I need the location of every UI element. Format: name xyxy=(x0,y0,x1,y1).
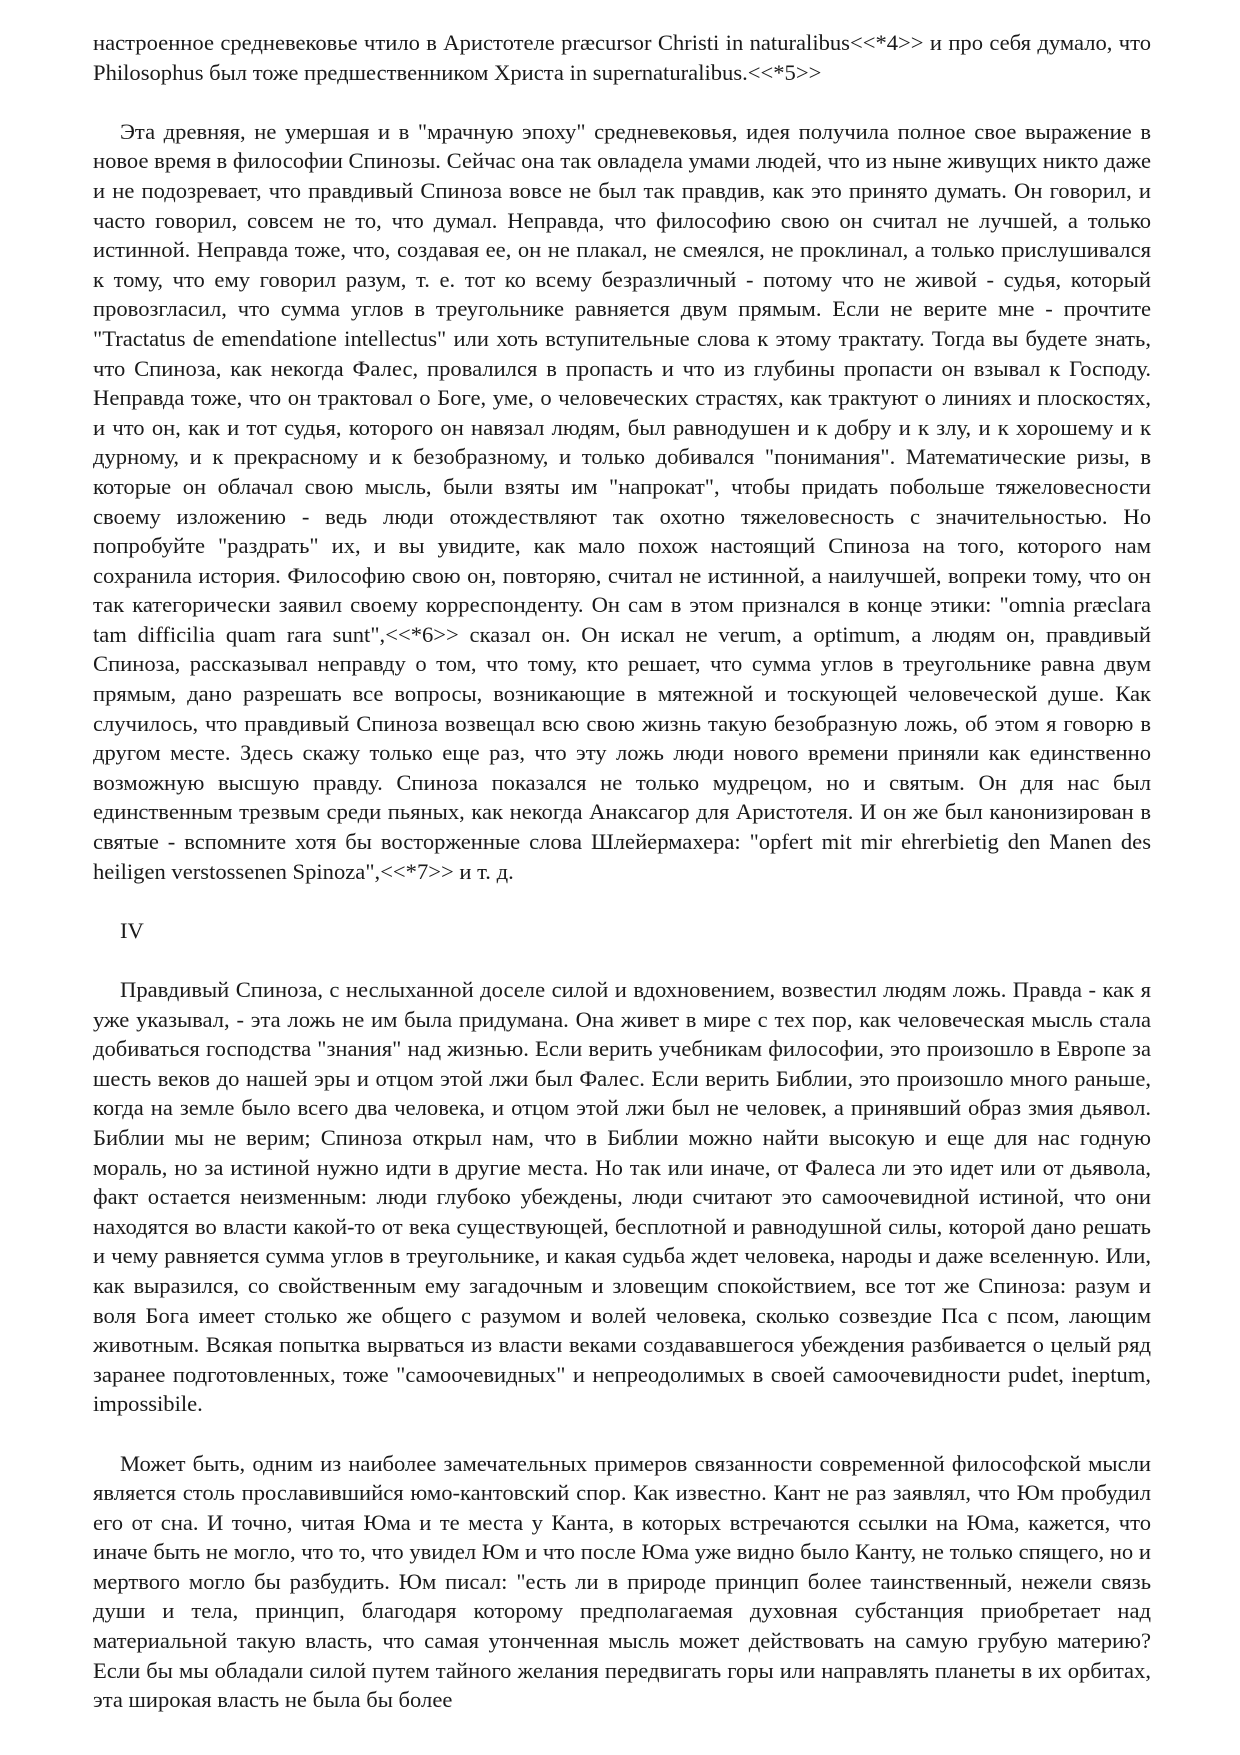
section-heading: IV xyxy=(120,917,144,943)
paragraph-spinoza-lie: Правдивый Спиноза, с неслыханной доселе силой и вдохновением, возвестил людям ложь. Правда - как я уже указывал, - эта ложь не им была придумана. Она живет в мире с тех пор, как человеческая мысль стала добиваться господства "знания" над жизнью. Если верить учебникам философии, это произошло в Европе за шесть веков до нашей эры и отцом этой лжи был Фалес. Если верить Библии, это произошло много раньше, когда на земле было всего два человека, и отцом этой лжи был не человек, а принявший образ змия дьявол. Библии мы не верим; Спиноза открыл нам, что в Библии можно найти высокую и еще для нас годную мораль, но за истиной нужно идти в другие места. Но так или иначе, от Фалеса ли это идет или от дьявола, факт остается неизменным: люди глубоко убеждены, люди считают это самоочевидной истиной, что они находятся во власти какой-то от века существующей, бесплотной и равнодушной силы, которой дано решать и чему равняется сумма углов в треугольнике, и какая судьба ждет человека, народы и даже вселенную. Или, как выразился, со свойственным ему загадочным и зловещим спокойствием, все тот же Спиноза: разум и воля Бога имеет столько же общего с разумом и волей человека, сколько созвездие Пса с псом, лающим животным. Всякая попытка вырваться из власти веками создававшегося убеждения разбивается о целый ряд заранее подготовленных, тоже "самоочевидных" и непреодолимых в своей самоочевидности pudet, ineptum, impossibile. xyxy=(93,977,1151,1417)
paragraph-gap xyxy=(93,886,1151,916)
paragraph-hume-kant: Может быть, одним из наиболее замечательных примеров связанности современной философской мысли является столь прославившийся юмо-кантовский спор. Как известно. Кант не раз заявлял, что Юм пробудил его от сна. И точно, читая Юма и те места у Канта, в которых встречаются ссылки на Юма, кажется, что иначе быть не могло, что то, что увидел Юм и что после Юма уже видно было Канту, не только спящего, но и мертвого могло бы разбудить. Юм писал: "есть ли в природе принцип более таинственный, нежели связь души и тела, принцип, благодаря которому предполагаемая духовная субстанция приобретает над материальной такую власть, что самая утонченная мысль может действовать на самую грубую материю? Если бы мы обладали силой путем тайного желания передвигать горы или направлять планеты в их орбитах, эта широкая власть не была бы более xyxy=(93,1450,1151,1713)
paragraph-gap xyxy=(93,945,1151,975)
document-page xyxy=(93,28,1151,1715)
paragraph-continuation: настроенное средневековье чтило в Аристотеле præcursor Christi in naturalibus<<*4>> и про себя думало, что Philosophus был тоже предшественником Христа in supernaturalibus.<<*5>> xyxy=(93,30,1151,85)
paragraph-spinoza-truth: Эта древняя, не умершая и в "мрачную эпоху" средневековья, идея получила полное свое выражение в новое время в философии Спинозы. Сейчас она так овладела умами людей, что из ныне живущих никто даже и не подозревает, что правдивый Спиноза вовсе не был так правдив, как это принято думать. Он говорил, и часто говорил, совсем не то, что думал. Неправда, что философию свою он считал не лучшей, а только истинной. Неправда тоже, что, создавая ее, он не плакал, не смеялся, не проклинал, а только прислушивался к тому, что ему говорил разум, т. е. тот ко всему безразличный - потому что не живой - судья, который провозгласил, что сумма углов в треугольнике равняется двум прямым. Если не верите мне - прочтите "Tractatus de emendatione intellectus" или хоть вступительные слова к этому трактату. Тогда вы будете знать, что Спиноза, как некогда Фалес, провалился в пропасть и что из глубины пропасти он взывал к Господу. Неправда тоже, что он трактовал о Боге, уме, о человеческих страстях, как трактуют о линиях и плоскостях, и что он, как и тот судья, которого он навязал людям, был равнодушен и к добру и к злу, и к хорошему и к дурному, и к прекрасному и к безобразному, и только добивался "понимания". Математические ризы, в которые он облачал свою мысль, были взяты им "напрокат", чтобы придать побольше тяжеловесности своему изложению - ведь люди отождествляют так охотно тяжеловесность с значительностью. Но попробуйте "раздрать" их, и вы увидите, как мало похож настоящий Спиноза на того, которого нам сохранила история. Философию свою он, повторяю, считал не истинной, а наилучшей, вопреки тому, что он так категорически заявил своему корреспонденту. Он сам в этом признался в конце этики: "omnia præclara tam difficilia quam rara sunt",<<*6>> сказал он. Он искал не verum, а optimum, а людям он, правдивый Спиноза, рассказывал неправду о том, что тому, кто решает, что сумма углов в треугольнике равна двум прямым, дано разрешать все вопросы, возникающие в мятежной и тоскующей человеческой душе. Как случилось, что правдивый Спиноза возвещал всю свою жизнь такую безобразную ложь, об этом я говорю в другом месте. Здесь скажу только еще раз, что эту ложь люди нового времени приняли как единственно возможную высшую правду. Спиноза показался не только мудрецом, но и святым. Он для нас был единственным трезвым среди пьяных, как некогда Анаксагор для Аристотеля. И он же был канонизирован в святые - вспомните хотя бы восторженные слова Шлейермахера: "opfert mit mir ehrerbietig den Manen des heiligen verstossenen Spinoza",<<*7>> и т. д. xyxy=(93,118,1151,884)
paragraph-gap xyxy=(93,1419,1151,1449)
paragraph-gap xyxy=(93,87,1151,117)
